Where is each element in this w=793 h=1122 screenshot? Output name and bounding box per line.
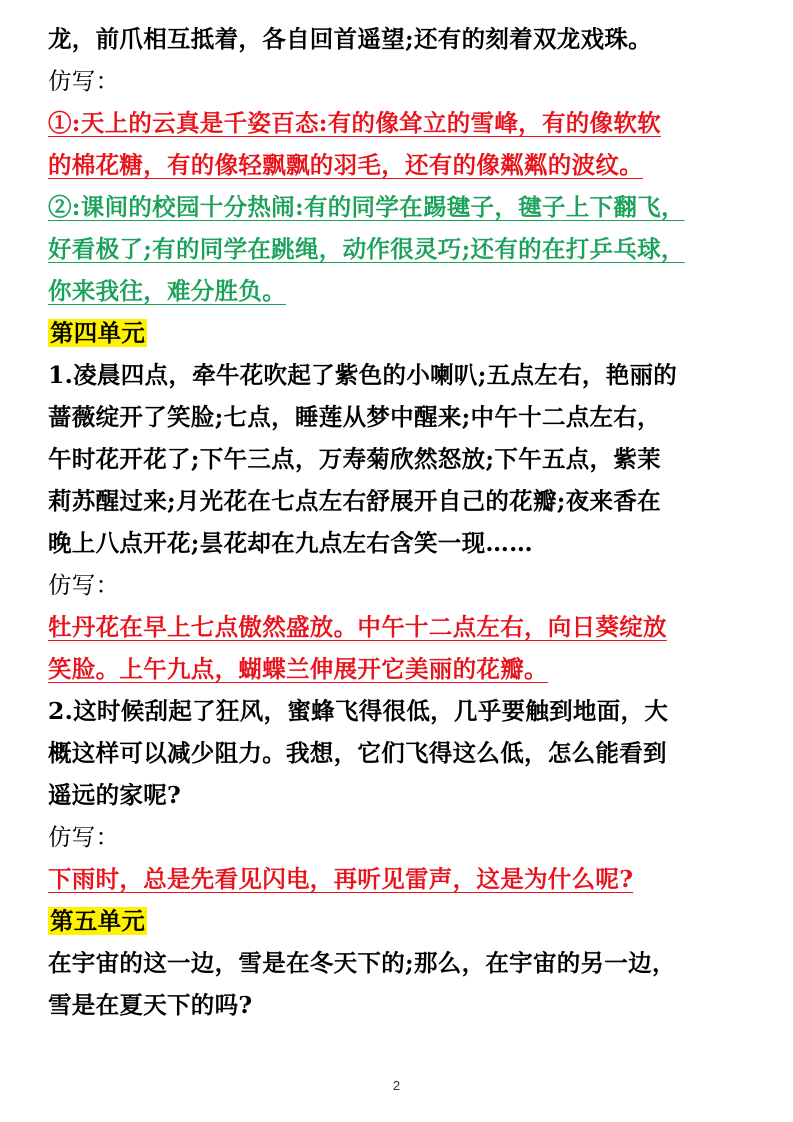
- unit-heading-text: 第五单元: [50, 907, 146, 935]
- text-line: [48, 774, 748, 816]
- example-line-content: ②:课间的校园十分热闹:有的同学在踢毽子，毽子上下翻飞，: [48, 193, 685, 221]
- text-line: [48, 984, 748, 1026]
- example-line: [48, 270, 748, 312]
- example-line-content: ①:天上的云真是千姿百态:有的像耸立的雪峰，有的像软软: [48, 109, 661, 137]
- text-line: [48, 522, 748, 564]
- imitation-label-text: 仿写：: [48, 67, 120, 95]
- text-line-content: 概这样可以减少阻力。我想，它们飞得这么低，怎么能看到: [48, 739, 667, 767]
- example-line-content: 好看极了;有的同学在跳绳，动作很灵巧;还有的在打乒乓球，: [48, 235, 685, 263]
- unit-heading-text: 第四单元: [50, 319, 146, 347]
- example-line-content: 笑脸。上午九点，蝴蝶兰伸展开它美丽的花瓣。: [48, 655, 548, 683]
- page-number: 2: [392, 1078, 401, 1093]
- example-line: [48, 186, 748, 228]
- example-line: [48, 606, 748, 648]
- page-content: [48, 18, 748, 1026]
- text-line: [48, 480, 748, 522]
- example-line: [48, 858, 748, 900]
- text-line: [48, 438, 748, 480]
- imitation-label: [48, 816, 748, 858]
- text-line-content: 2.这时候刮起了狂风，蜜蜂飞得很低，几乎要触到地面，大: [48, 697, 669, 725]
- text-line-content: 龙，前爪相互抵着，各自回首遥望;还有的刻着双龙戏珠。: [48, 25, 652, 53]
- text-line-content: 蔷薇绽开了笑脸;七点，睡莲从梦中醒来;中午十二点左右，: [48, 403, 661, 431]
- text-line-content: 莉苏醒过来;月光花在七点左右舒展开自己的花瓣;夜来香在: [48, 487, 661, 515]
- imitation-label: [48, 564, 748, 606]
- text-line-content: 午时花开花了;下午三点，万寿菊欣然怒放;下午五点，紫茉: [48, 445, 661, 473]
- imitation-label-text: 仿写：: [48, 571, 120, 599]
- text-line-content: 在宇宙的这一边，雪是在冬天下的;那么，在宇宙的另一边，: [48, 949, 676, 977]
- example-line: [48, 144, 748, 186]
- text-line: [48, 18, 748, 60]
- example-line-content: 下雨时，总是先看见闪电，再听见雷声，这是为什么呢?: [48, 865, 634, 893]
- imitation-label: [48, 60, 748, 102]
- example-line-content: 的棉花糖，有的像轻飘飘的羽毛，还有的像粼粼的波纹。: [48, 151, 643, 179]
- text-line-content: 雪是在夏天下的吗?: [48, 991, 253, 1019]
- example-line-content: 牡丹花在早上七点傲然盛放。中午十二点左右，向日葵绽放: [48, 613, 667, 641]
- text-line: [48, 396, 748, 438]
- text-line: [48, 732, 748, 774]
- text-line: [48, 942, 748, 984]
- text-line: [48, 354, 748, 396]
- example-line: [48, 648, 748, 690]
- text-line-content: 遥远的家呢?: [48, 781, 182, 809]
- text-line-content: 1.凌晨四点，牵牛花吹起了紫色的小喇叭;五点左右，艳丽的: [48, 361, 678, 389]
- example-line: [48, 102, 748, 144]
- example-line: [48, 228, 748, 270]
- text-line: [48, 690, 748, 732]
- unit-heading: [48, 900, 748, 942]
- text-line-content: 晚上八点开花;昙花却在九点左右含笑一现……: [48, 529, 533, 557]
- example-line-content: 你来我往，难分胜负。: [48, 277, 286, 305]
- imitation-label-text: 仿写：: [48, 823, 120, 851]
- unit-heading: [48, 312, 748, 354]
